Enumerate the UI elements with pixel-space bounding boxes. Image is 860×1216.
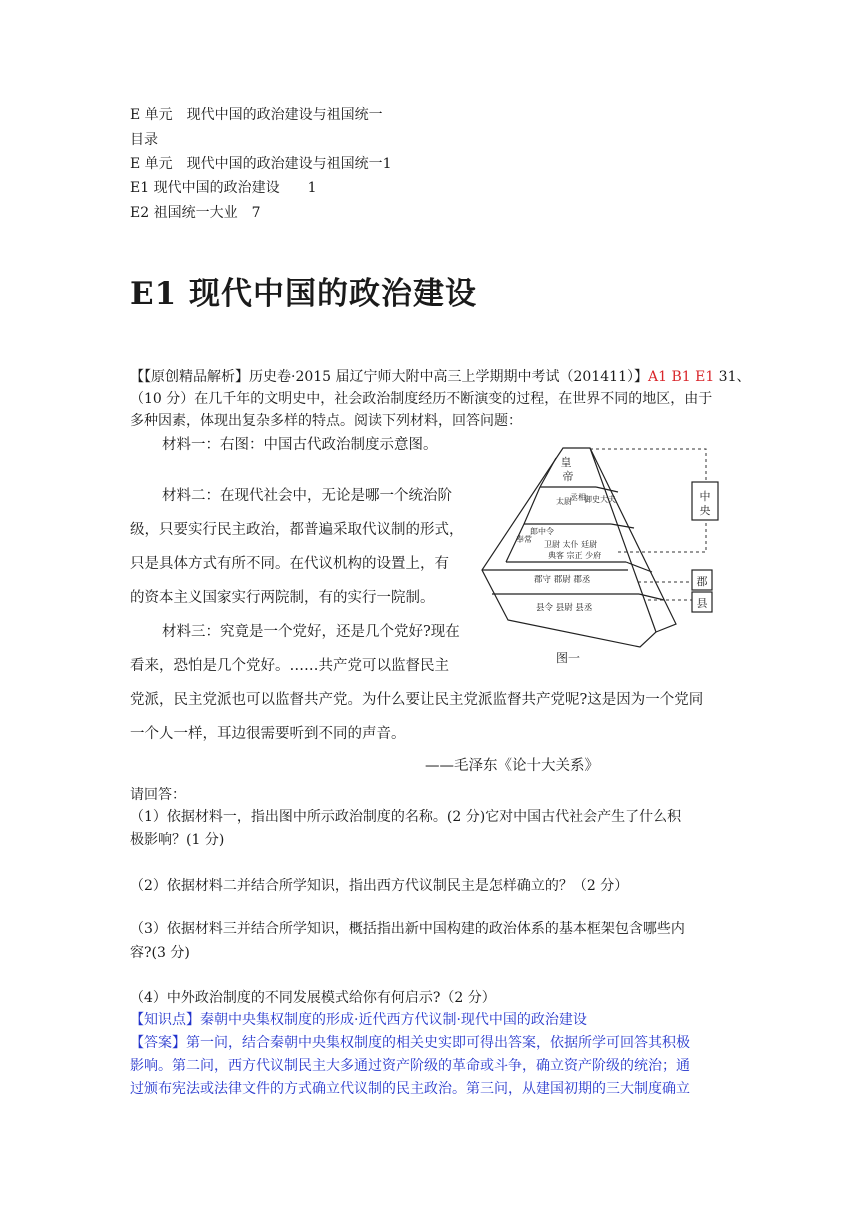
answer-line	[130, 1032, 690, 1054]
question-tags: A1 B1 E1	[647, 369, 715, 385]
toc-entry[interactable]: E1 现代中国的政治建设 1	[130, 180, 317, 196]
toc-label: 目录	[130, 132, 158, 148]
knowledge-text: 秦朝中央集权制度的形成·近代西方代议制·现代中国的政治建设	[200, 1012, 587, 1028]
material-one: 材料一：右图：中国古代政治制度示意图。	[162, 437, 438, 453]
label-level3: 典客 宗正 少府	[548, 551, 602, 560]
knowledge-label: 【知识点】	[130, 1012, 200, 1028]
sub-question-3: 容?(3 分)	[130, 945, 190, 961]
knowledge-point	[130, 1009, 587, 1031]
answer-prompt: 请回答：	[130, 787, 186, 803]
question-source-line	[130, 366, 751, 388]
label-jun: 郡	[696, 575, 708, 588]
question-intro: （10 分）在几千年的文明史中，社会政治制度经历不断演变的过程，在世界不同的地区，由于	[130, 391, 713, 407]
quote-attribution: ——毛泽东《论十大关系》	[425, 758, 599, 774]
political-system-pyramid-diagram	[478, 442, 740, 664]
label-emperor-1: 皇	[560, 456, 572, 469]
question-source: 【【原创精品解析】历史卷·2015 届辽宁师大附中高三上学期期中考试（201411）】	[130, 369, 648, 385]
toc-entry[interactable]: E2 祖国统一大业 7	[130, 205, 261, 221]
material-three-line: 看来，恐怕是几个党好。……共产党可以监督民主	[130, 658, 449, 674]
label-level5: 县令 县尉 县丞	[536, 603, 593, 613]
label-central-2: 央	[699, 504, 711, 517]
answer-line: 过颁布宪法或法律文件的方式确立代议制的民主政治。第三问，从建国初期的三大制度确立	[130, 1081, 690, 1097]
section-heading: E1 现代中国的政治建设	[130, 276, 477, 312]
material-two-line: 级，只要实行民主政治，都普遍采取代议制的形式，	[130, 522, 464, 538]
label-level2-left: 奉常	[516, 535, 532, 544]
toc-entry[interactable]: E 单元 现代中国的政治建设与祖国统一1	[130, 156, 392, 172]
label-level2: 太尉	[556, 497, 572, 506]
label-level2: 丞相	[570, 493, 586, 502]
material-three-line: 党派，民主党派也可以监督共产党。为什么要让民主党派监督共产党呢?这是因为一个党同	[130, 692, 704, 708]
unit-title: E 单元 现代中国的政治建设与祖国统一	[130, 107, 383, 123]
material-two-line: 材料二：在现代社会中，无论是哪一个统治阶	[162, 488, 452, 504]
figure-caption: 图一	[556, 651, 581, 664]
label-level2-left: 郎中令	[530, 527, 554, 536]
question-intro: 多种因素，体现出复杂多样的特点。阅读下列材料，回答问题：	[130, 413, 522, 429]
label-level3: 卫尉 太仆 廷尉	[544, 540, 598, 549]
question-number: 31、	[714, 369, 751, 385]
label-level2: 御史大夫	[584, 495, 616, 504]
label-level4: 郡守 郡尉 郡丞	[534, 575, 591, 585]
label-xian: 县	[696, 597, 708, 610]
answer-line: 影响。第二问，西方代议制民主大多通过资产阶级的革命或斗争，确立资产阶级的统治；通	[130, 1058, 690, 1074]
material-two-line: 只是具体方式有所不同。在代议机构的设置上，有	[130, 556, 449, 572]
label-emperor-2: 帝	[562, 470, 574, 483]
sub-question-1: 极影响？(1 分)	[130, 832, 225, 848]
material-two-line: 的资本主义国家实行两院制，有的实行一院制。	[130, 590, 435, 606]
sub-question-2: （2）依据材料二并结合所学知识，指出西方代议制民主是怎样确立的？（2 分）	[130, 878, 629, 894]
sub-question-1: （1）依据材料一，指出图中所示政治制度的名称。(2 分)它对中国古代社会产生了什么积	[130, 809, 682, 825]
sub-question-3: （3）依据材料三并结合所学知识，概括指出新中国构建的政治体系的基本框架包含哪些内	[130, 921, 685, 937]
material-three-line: 一个人一样，耳边很需要听到不同的声音。	[130, 726, 406, 742]
material-three-line: 材料三：究竟是一个党好，还是几个党好?现在	[162, 624, 460, 640]
answer-label: 【答案】	[130, 1035, 186, 1051]
answer-text: 第一问，结合秦朝中央集权制度的相关史实即可得出答案，依据所学可回答其积极	[186, 1035, 690, 1051]
sub-question-4: （4）中外政治制度的不同发展模式给你有何启示?（2 分）	[130, 990, 496, 1006]
label-central-1: 中	[699, 490, 711, 503]
